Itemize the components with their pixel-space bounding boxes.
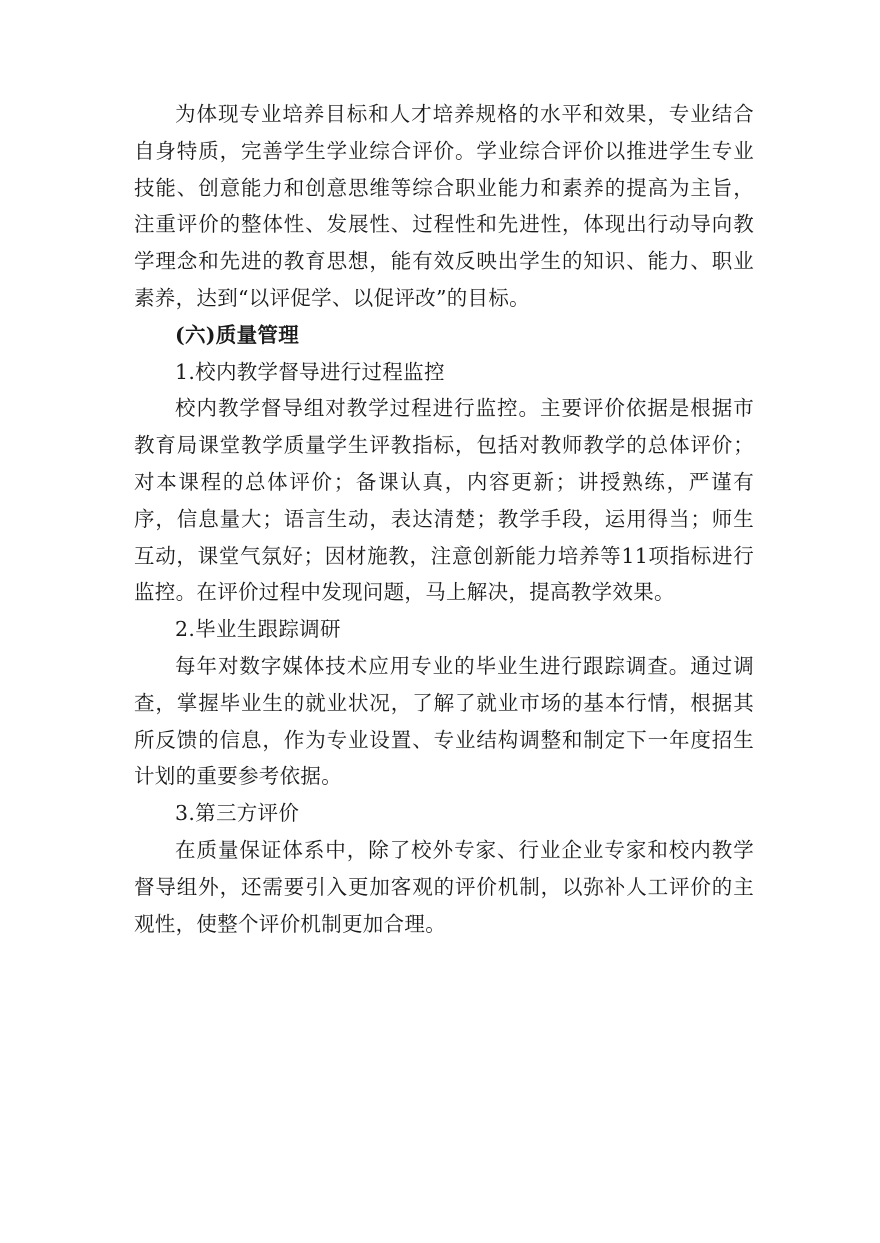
section-heading-quality-management: (六)质量管理 [175, 322, 299, 347]
paragraph-supervision: 校内教学督导组对教学过程进行监控。主要评价依据是根据市教育局课堂教学质量学生评教指标，包括对教师教学的总体评价；对本课程的总体评价；备课认真，内容更新；讲授熟练，严谨有序，信息量大；语言生动，表达清楚；教学手段，运用得当；师生互动，课堂气氛好；因材施教，注意创新能力培养等11项指标进行监控。在评价过程中发现问题，马上解决，提高教学效果。 [134, 396, 754, 605]
document-page [134, 96, 754, 942]
subheading-graduate-tracking: 2.毕业生跟踪调研 [175, 617, 341, 642]
paragraph-third-party-evaluation: 在质量保证体系中，除了校外专家、行业企业专家和校内教学督导组外，还需要引入更加客观的评价机制，以弥补人工评价的主观性，使整个评价机制更加合理。 [134, 837, 754, 936]
paragraph-evaluation: 为体现专业培养目标和人才培养规格的水平和效果，专业结合自身特质，完善学生学业综合评价。学业综合评价以推进学生专业技能、创意能力和创意思维等综合职业能力和素养的提高为主旨，注重评价的整体性、发展性、过程性和先进性，体现出行动导向教学理念和先进的教育思想，能有效反映出学生的知识、能力、职业素养，达到“以评促学、以促评改”的目标。 [134, 102, 754, 310]
paragraph-graduate-tracking: 每年对数字媒体技术应用专业的毕业生进行跟踪调查。通过调查，掌握毕业生的就业状况，了解了就业市场的基本行情，根据其所反馈的信息，作为专业设置、专业结构调整和制定下一年度招生计划的重要参考依据。 [134, 653, 754, 789]
subheading-supervision: 1.校内教学督导进行过程监控 [175, 359, 445, 384]
subheading-third-party-evaluation: 3.第三方评价 [175, 801, 300, 826]
